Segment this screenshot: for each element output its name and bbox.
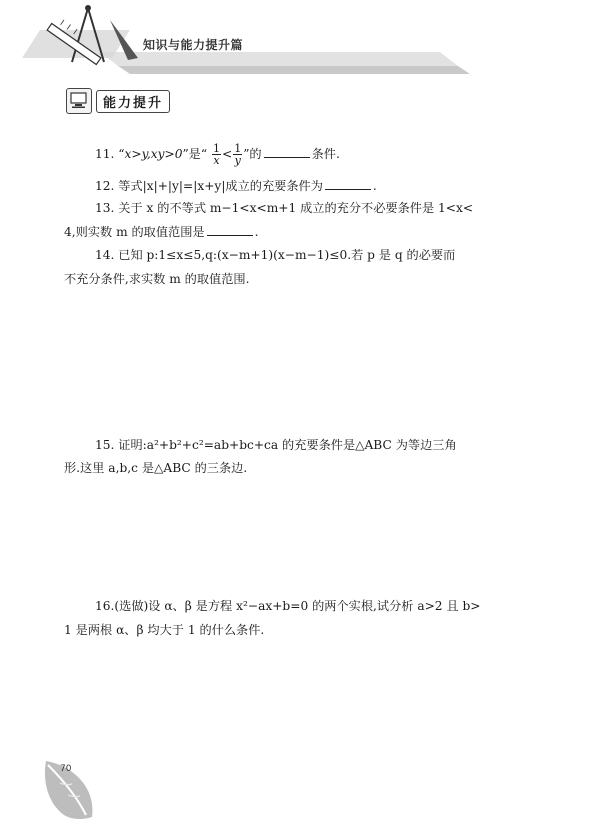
q12-end: . <box>372 179 377 193</box>
section-label: 能力提升 <box>96 90 170 113</box>
header-title: 知识与能力提升篇 <box>143 38 244 52</box>
question-12 <box>95 177 377 194</box>
page-number: 70 <box>60 764 72 774</box>
question-14-line-1: 14. 已知 p:1≤x≤5,q:(x−m+1)(x−m−1)≤0.若 p 是 q 的必要而 <box>95 248 456 262</box>
q11-condition: x>y,xy>0 <box>124 147 183 161</box>
q11-fraction-2: $\frac{1}{y}$ <box>234 142 242 167</box>
section-badge <box>66 88 170 114</box>
question-15-line-2: 形.这里 a,b,c 是△ABC 的三条边. <box>64 461 248 475</box>
question-13-line-1: 13. 关于 x 的不等式 m−1<x<m+1 成立的充分不必要条件是 1<x< <box>95 201 474 215</box>
q11-mid: ”是“ <box>182 147 208 161</box>
computer-monitor-icon <box>66 88 92 114</box>
q13-text: 4,则实数 m 的取值范围是 <box>64 225 205 239</box>
q11-suffix: ”的 <box>243 147 262 161</box>
header-band <box>0 0 589 80</box>
question-13-line-2 <box>64 223 259 240</box>
q12-answer-blank[interactable] <box>325 177 371 190</box>
q13-end: . <box>254 225 259 239</box>
question-16-line-2: 1 是两根 α、β 均大于 1 的什么条件. <box>64 623 265 637</box>
q11-answer-blank[interactable] <box>264 145 310 158</box>
q11-prefix: 11. “ <box>95 147 125 161</box>
question-16-line-1: 16.(选做)设 α、β 是方程 x²−ax+b=0 的两个实根,试分析 a>2 且 b> <box>95 599 481 613</box>
question-11 <box>95 143 340 166</box>
question-15-line-1: 15. 证明:a²+b²+c²=ab+bc+ca 的充要条件是△ABC 为等边三角 <box>95 438 457 452</box>
question-14-line-2: 不充分条件,求实数 m 的取值范围. <box>64 272 250 286</box>
q11-end: 条件. <box>311 147 340 161</box>
q11-fraction-1: $\frac{1}{x}$ <box>212 142 220 167</box>
q12-text: 12. 等式|x|+|y|=|x+y|成立的充要条件为 <box>95 179 323 193</box>
q13-answer-blank[interactable] <box>207 223 253 236</box>
q11-less-than: < <box>221 147 233 161</box>
